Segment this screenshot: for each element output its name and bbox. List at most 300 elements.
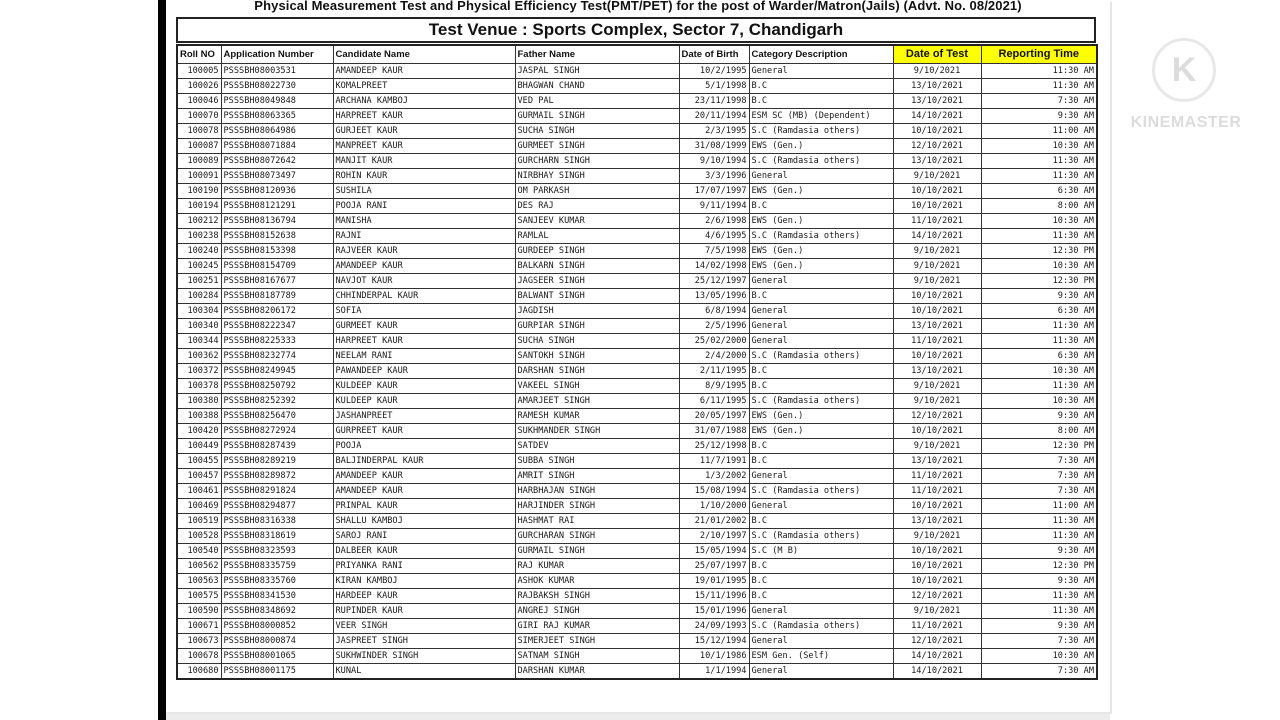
cell-roll-no: 100378 [177,379,221,394]
cell-category: General [749,604,893,619]
cell-roll-no: 100089 [177,154,221,169]
cell-candidate-name: HARPREET KAUR [333,334,515,349]
cell-roll-no: 100461 [177,484,221,499]
cell-father-name: SATNAM SINGH [515,649,679,664]
cell-date-of-test: 10/10/2021 [893,349,981,364]
table-row [177,64,1097,79]
cell-date-of-birth: 15/12/1994 [679,634,749,649]
cell-application-number: PSSSBH08073497 [221,169,333,184]
table-row [177,274,1097,289]
cell-date-of-test: 13/10/2021 [893,154,981,169]
cell-reporting-time: 7:30 AM [981,484,1097,499]
cell-father-name: RAMESH KUMAR [515,409,679,424]
cell-date-of-birth: 2/4/2000 [679,349,749,364]
cell-category: General [749,274,893,289]
cell-category: B.C [749,79,893,94]
cell-application-number: PSSSBH08335760 [221,574,333,589]
cell-reporting-time: 10:30 AM [981,394,1097,409]
cell-candidate-name: CHHINDERPAL KAUR [333,289,515,304]
cell-father-name: SANTOKH SINGH [515,349,679,364]
cell-category: B.C [749,379,893,394]
cell-reporting-time: 7:30 AM [981,94,1097,109]
table-row [177,544,1097,559]
cell-application-number: PSSSBH08187789 [221,289,333,304]
cell-roll-no: 100540 [177,544,221,559]
cell-candidate-name: POOJA RANI [333,199,515,214]
cell-category: EWS (Gen.) [749,409,893,424]
cell-application-number: PSSSBH08152638 [221,229,333,244]
cell-reporting-time: 6:30 AM [981,304,1097,319]
cell-candidate-name: MANPREET KAUR [333,139,515,154]
cell-category: EWS (Gen.) [749,184,893,199]
cell-candidate-name: PAWANDEEP KAUR [333,364,515,379]
cell-roll-no: 100005 [177,64,221,79]
cell-father-name: VED PAL [515,94,679,109]
table-row [177,379,1097,394]
cell-date-of-test: 9/10/2021 [893,64,981,79]
cell-reporting-time: 11:00 AM [981,499,1097,514]
cell-date-of-birth: 19/01/1995 [679,574,749,589]
cell-reporting-time: 7:30 AM [981,454,1097,469]
cell-date-of-test: 10/10/2021 [893,574,981,589]
document-title: Physical Measurement Test and Physical Efficiency Test(PMT/PET) for the post of Warder/Matron(Jails) (Advt. No. 08/2021) [254,0,1022,13]
cell-date-of-test: 11/10/2021 [893,214,981,229]
cell-candidate-name: DALBEER KAUR [333,544,515,559]
cell-roll-no: 100449 [177,439,221,454]
cell-candidate-name: SUKHWINDER SINGH [333,649,515,664]
cell-candidate-name: KULDEEP KAUR [333,379,515,394]
table-row [177,439,1097,454]
cell-date-of-birth: 3/3/1996 [679,169,749,184]
table-row [177,139,1097,154]
cell-roll-no: 100575 [177,589,221,604]
cell-application-number: PSSSBH08003531 [221,64,333,79]
cell-roll-no: 100455 [177,454,221,469]
cell-application-number: PSSSBH08167677 [221,274,333,289]
cell-category: B.C [749,289,893,304]
cell-category: EWS (Gen.) [749,259,893,274]
table-row [177,574,1097,589]
cell-candidate-name: GURJEET KAUR [333,124,515,139]
cell-date-of-birth: 2/5/1996 [679,319,749,334]
cell-roll-no: 100304 [177,304,221,319]
cell-candidate-name: SUSHILA [333,184,515,199]
cell-date-of-birth: 9/11/1994 [679,199,749,214]
table-row [177,484,1097,499]
cell-roll-no: 100528 [177,529,221,544]
cell-date-of-birth: 7/5/1998 [679,244,749,259]
cell-date-of-birth: 15/08/1994 [679,484,749,499]
table-row [177,304,1097,319]
cell-date-of-birth: 25/12/1998 [679,439,749,454]
cell-reporting-time: 11:30 AM [981,604,1097,619]
cell-category: S.C (Ramdasia others) [749,124,893,139]
table-row [177,184,1097,199]
table-row [177,409,1097,424]
cell-candidate-name: JASHANPREET [333,409,515,424]
table-row [177,199,1097,214]
cell-candidate-name: RAJNI [333,229,515,244]
cell-father-name: RAJ KUMAR [515,559,679,574]
cell-category: B.C [749,454,893,469]
cell-date-of-test: 10/10/2021 [893,559,981,574]
cell-reporting-time: 10:30 AM [981,139,1097,154]
cell-roll-no: 100590 [177,604,221,619]
cell-candidate-name: VEER SINGH [333,619,515,634]
cell-category: B.C [749,439,893,454]
cell-application-number: PSSSBH08225333 [221,334,333,349]
cell-candidate-name: MANISHA [333,214,515,229]
cell-roll-no: 100372 [177,364,221,379]
cell-category: General [749,319,893,334]
cell-date-of-test: 12/10/2021 [893,634,981,649]
cell-father-name: GURMEET SINGH [515,139,679,154]
table-row [177,229,1097,244]
cell-reporting-time: 12:30 PM [981,244,1097,259]
cell-date-of-birth: 5/1/1998 [679,79,749,94]
cell-date-of-birth: 11/7/1991 [679,454,749,469]
cell-father-name: GURCHARN SINGH [515,154,679,169]
table-row [177,529,1097,544]
cell-roll-no: 100087 [177,139,221,154]
cell-roll-no: 100680 [177,664,221,680]
cell-date-of-birth: 2/11/1995 [679,364,749,379]
cell-father-name: ANGREJ SINGH [515,604,679,619]
cell-father-name: SUKHMANDER SINGH [515,424,679,439]
cell-father-name: OM PARKASH [515,184,679,199]
cell-candidate-name: BALJINDERPAL KAUR [333,454,515,469]
cell-candidate-name: NAVJOT KAUR [333,274,515,289]
cell-reporting-time: 9:30 AM [981,544,1097,559]
table-row [177,559,1097,574]
table-row [177,94,1097,109]
cell-category: S.C (Ramdasia others) [749,619,893,634]
cell-father-name: SUBBA SINGH [515,454,679,469]
cell-roll-no: 100562 [177,559,221,574]
table-row [177,454,1097,469]
table-row [177,394,1097,409]
cell-father-name: BHAGWAN CHAND [515,79,679,94]
cell-application-number: PSSSBH08000852 [221,619,333,634]
cell-application-number: PSSSBH08232774 [221,349,333,364]
cell-candidate-name: KUNAL [333,664,515,680]
cell-date-of-birth: 10/1/1986 [679,649,749,664]
cell-father-name: DARSHAN KUMAR [515,664,679,680]
cell-date-of-test: 9/10/2021 [893,169,981,184]
cell-roll-no: 100519 [177,514,221,529]
cell-father-name: NIRBHAY SINGH [515,169,679,184]
cell-date-of-test: 13/10/2021 [893,514,981,529]
cell-date-of-test: 11/10/2021 [893,469,981,484]
cell-date-of-birth: 8/9/1995 [679,379,749,394]
col-father-name: Father Name [515,45,679,64]
cell-application-number: PSSSBH08272924 [221,424,333,439]
cell-roll-no: 100245 [177,259,221,274]
cell-date-of-test: 13/10/2021 [893,454,981,469]
cell-application-number: PSSSBH08120936 [221,184,333,199]
cell-date-of-birth: 4/6/1995 [679,229,749,244]
table-row [177,499,1097,514]
cell-category: S.C (Ramdasia others) [749,229,893,244]
cell-date-of-test: 14/10/2021 [893,649,981,664]
cell-father-name: HASHMAT RAI [515,514,679,529]
cell-date-of-birth: 31/08/1999 [679,139,749,154]
cell-date-of-test: 10/10/2021 [893,289,981,304]
cell-date-of-birth: 25/02/2000 [679,334,749,349]
cell-reporting-time: 7:30 AM [981,664,1097,680]
cell-date-of-birth: 25/12/1997 [679,274,749,289]
cell-reporting-time: 11:00 AM [981,124,1097,139]
cell-application-number: PSSSBH08071884 [221,139,333,154]
cell-candidate-name: HARDEEP KAUR [333,589,515,604]
cell-reporting-time: 9:30 AM [981,409,1097,424]
cell-category: EWS (Gen.) [749,214,893,229]
cell-application-number: PSSSBH08064986 [221,124,333,139]
cell-application-number: PSSSBH08072642 [221,154,333,169]
cell-reporting-time: 10:30 AM [981,649,1097,664]
cell-category: B.C [749,199,893,214]
cell-father-name: GURCHARAN SINGH [515,529,679,544]
cell-application-number: PSSSBH08348692 [221,604,333,619]
cell-reporting-time: 11:30 AM [981,379,1097,394]
table-row [177,634,1097,649]
cell-candidate-name: JASPREET SINGH [333,634,515,649]
col-date-of-birth: Date of Birth [679,45,749,64]
cell-application-number: PSSSBH08136794 [221,214,333,229]
cell-reporting-time: 11:30 AM [981,154,1097,169]
cell-reporting-time: 8:00 AM [981,199,1097,214]
cell-roll-no: 100190 [177,184,221,199]
cell-date-of-test: 14/10/2021 [893,109,981,124]
cell-candidate-name: SOFIA [333,304,515,319]
cell-category: EWS (Gen.) [749,139,893,154]
cell-roll-no: 100078 [177,124,221,139]
cell-category: General [749,469,893,484]
cell-category: S.C (Ramdasia others) [749,394,893,409]
cell-category: B.C [749,589,893,604]
cell-application-number: PSSSBH08318619 [221,529,333,544]
cell-father-name: GURDEEP SINGH [515,244,679,259]
cell-father-name: BALKARN SINGH [515,259,679,274]
cell-candidate-name: KIRAN KAMBOJ [333,574,515,589]
cell-date-of-birth: 13/05/1996 [679,289,749,304]
cell-date-of-test: 14/10/2021 [893,664,981,680]
cell-roll-no: 100673 [177,634,221,649]
cell-father-name: GURMAIL SINGH [515,544,679,559]
cell-date-of-test: 11/10/2021 [893,484,981,499]
cell-date-of-test: 11/10/2021 [893,334,981,349]
cell-category: General [749,64,893,79]
table-row [177,124,1097,139]
cell-category: ESM SC (MB) (Dependent) [749,109,893,124]
cell-date-of-test: 9/10/2021 [893,394,981,409]
cell-father-name: GURMAIL SINGH [515,109,679,124]
cell-date-of-birth: 1/10/2000 [679,499,749,514]
cell-father-name: JAGSEER SINGH [515,274,679,289]
table-row [177,514,1097,529]
table-row [177,319,1097,334]
cell-father-name: GURPIAR SINGH [515,319,679,334]
cell-date-of-birth: 15/01/1996 [679,604,749,619]
cell-date-of-birth: 6/11/1995 [679,394,749,409]
cell-reporting-time: 12:30 PM [981,439,1097,454]
cell-candidate-name: AMANDEEP KAUR [333,484,515,499]
cell-roll-no: 100212 [177,214,221,229]
cell-candidate-name: GURPREET KAUR [333,424,515,439]
cell-candidate-name: SAROJ RANI [333,529,515,544]
cell-application-number: PSSSBH08022730 [221,79,333,94]
cell-date-of-test: 14/10/2021 [893,229,981,244]
cell-date-of-test: 10/10/2021 [893,304,981,319]
cell-roll-no: 100340 [177,319,221,334]
cell-date-of-test: 10/10/2021 [893,199,981,214]
cell-father-name: RAMLAL [515,229,679,244]
cell-date-of-test: 12/10/2021 [893,139,981,154]
cell-reporting-time: 10:30 AM [981,364,1097,379]
cell-reporting-time: 11:30 AM [981,64,1097,79]
cell-candidate-name: MANJIT KAUR [333,154,515,169]
cell-category: EWS (Gen.) [749,424,893,439]
table-row [177,664,1097,680]
cell-date-of-birth: 31/07/1988 [679,424,749,439]
cell-reporting-time: 11:30 AM [981,79,1097,94]
cell-father-name: SANJEEV KUMAR [515,214,679,229]
cell-date-of-test: 10/10/2021 [893,424,981,439]
cell-date-of-birth: 2/10/1997 [679,529,749,544]
table-row [177,649,1097,664]
cell-date-of-test: 9/10/2021 [893,244,981,259]
col-candidate-name: Candidate Name [333,45,515,64]
cell-roll-no: 100563 [177,574,221,589]
cell-date-of-birth: 17/07/1997 [679,184,749,199]
table-row [177,289,1097,304]
cell-father-name: AMRIT SINGH [515,469,679,484]
cell-date-of-test: 11/10/2021 [893,619,981,634]
cell-reporting-time: 7:30 AM [981,469,1097,484]
cell-date-of-test: 9/10/2021 [893,259,981,274]
cell-candidate-name: RAJVEER KAUR [333,244,515,259]
cell-date-of-birth: 2/6/1998 [679,214,749,229]
col-date-of-test: Date of Test [893,45,981,64]
cell-date-of-birth: 6/8/1994 [679,304,749,319]
cell-reporting-time: 11:30 AM [981,319,1097,334]
cell-category: S.C (M B) [749,544,893,559]
cell-application-number: PSSSBH08049848 [221,94,333,109]
cell-father-name: SIMERJEET SINGH [515,634,679,649]
cell-category: General [749,634,893,649]
cell-date-of-test: 10/10/2021 [893,184,981,199]
cell-reporting-time: 10:30 AM [981,259,1097,274]
cell-reporting-time: 9:30 AM [981,289,1097,304]
cell-date-of-test: 9/10/2021 [893,274,981,289]
cell-application-number: PSSSBH08001175 [221,664,333,680]
cell-date-of-test: 9/10/2021 [893,529,981,544]
cell-category: EWS (Gen.) [749,244,893,259]
cell-date-of-birth: 15/05/1994 [679,544,749,559]
cell-father-name: HARBHAJAN SINGH [515,484,679,499]
cell-date-of-test: 9/10/2021 [893,379,981,394]
cell-candidate-name: RUPINDER KAUR [333,604,515,619]
cell-category: General [749,169,893,184]
cell-roll-no: 100362 [177,349,221,364]
cell-date-of-birth: 2/3/1995 [679,124,749,139]
cell-father-name: GIRI RAJ KUMAR [515,619,679,634]
table-row [177,619,1097,634]
cell-application-number: PSSSBH08341530 [221,589,333,604]
cell-candidate-name: AMANDEEP KAUR [333,259,515,274]
cell-reporting-time: 8:00 AM [981,424,1097,439]
cell-application-number: PSSSBH08291824 [221,484,333,499]
cell-date-of-birth: 24/09/1993 [679,619,749,634]
cell-reporting-time: 11:30 AM [981,514,1097,529]
cell-candidate-name: HARPREET KAUR [333,109,515,124]
table-row [177,169,1097,184]
cell-date-of-test: 9/10/2021 [893,439,981,454]
cell-date-of-birth: 15/11/1996 [679,589,749,604]
cell-roll-no: 100240 [177,244,221,259]
table-row [177,364,1097,379]
kinemaster-logo-icon: K [1152,38,1216,102]
cell-category: B.C [749,94,893,109]
cell-roll-no: 100380 [177,394,221,409]
cell-father-name: DES RAJ [515,199,679,214]
cell-reporting-time: 9:30 AM [981,109,1097,124]
cell-application-number: PSSSBH08335759 [221,559,333,574]
cell-application-number: PSSSBH08063365 [221,109,333,124]
cell-category: S.C (Ramdasia others) [749,349,893,364]
cell-application-number: PSSSBH08256470 [221,409,333,424]
cell-date-of-birth: 14/02/1998 [679,259,749,274]
table-row [177,349,1097,364]
cell-father-name: HARJINDER SINGH [515,499,679,514]
cell-date-of-test: 13/10/2021 [893,79,981,94]
cell-roll-no: 100469 [177,499,221,514]
cell-date-of-birth: 25/07/1997 [679,559,749,574]
table-row [177,109,1097,124]
cell-reporting-time: 7:30 AM [981,634,1097,649]
cell-date-of-test: 13/10/2021 [893,319,981,334]
cell-father-name: DARSHAN SINGH [515,364,679,379]
cell-roll-no: 100091 [177,169,221,184]
cell-application-number: PSSSBH08001065 [221,649,333,664]
cell-application-number: PSSSBH08316338 [221,514,333,529]
cell-roll-no: 100420 [177,424,221,439]
cell-date-of-test: 12/10/2021 [893,589,981,604]
cell-roll-no: 100678 [177,649,221,664]
table-row [177,334,1097,349]
cell-reporting-time: 9:30 AM [981,619,1097,634]
cell-roll-no: 100671 [177,619,221,634]
cell-application-number: PSSSBH08323593 [221,544,333,559]
cell-candidate-name: GURMEET KAUR [333,319,515,334]
cell-father-name: BALWANT SINGH [515,289,679,304]
cell-reporting-time: 6:30 AM [981,184,1097,199]
kinemaster-watermark [1128,38,1244,138]
cell-reporting-time: 9:30 AM [981,574,1097,589]
cell-roll-no: 100344 [177,334,221,349]
cell-application-number: PSSSBH08206172 [221,304,333,319]
cell-application-number: PSSSBH08000874 [221,634,333,649]
col-category: Category Description [749,45,893,64]
cell-candidate-name: AMANDEEP KAUR [333,64,515,79]
cell-application-number: PSSSBH08252392 [221,394,333,409]
cell-application-number: PSSSBH08287439 [221,439,333,454]
table-row [177,259,1097,274]
table-row [177,214,1097,229]
cell-category: General [749,499,893,514]
cell-category: S.C (Ramdasia others) [749,484,893,499]
cell-father-name: VAKEEL SINGH [515,379,679,394]
